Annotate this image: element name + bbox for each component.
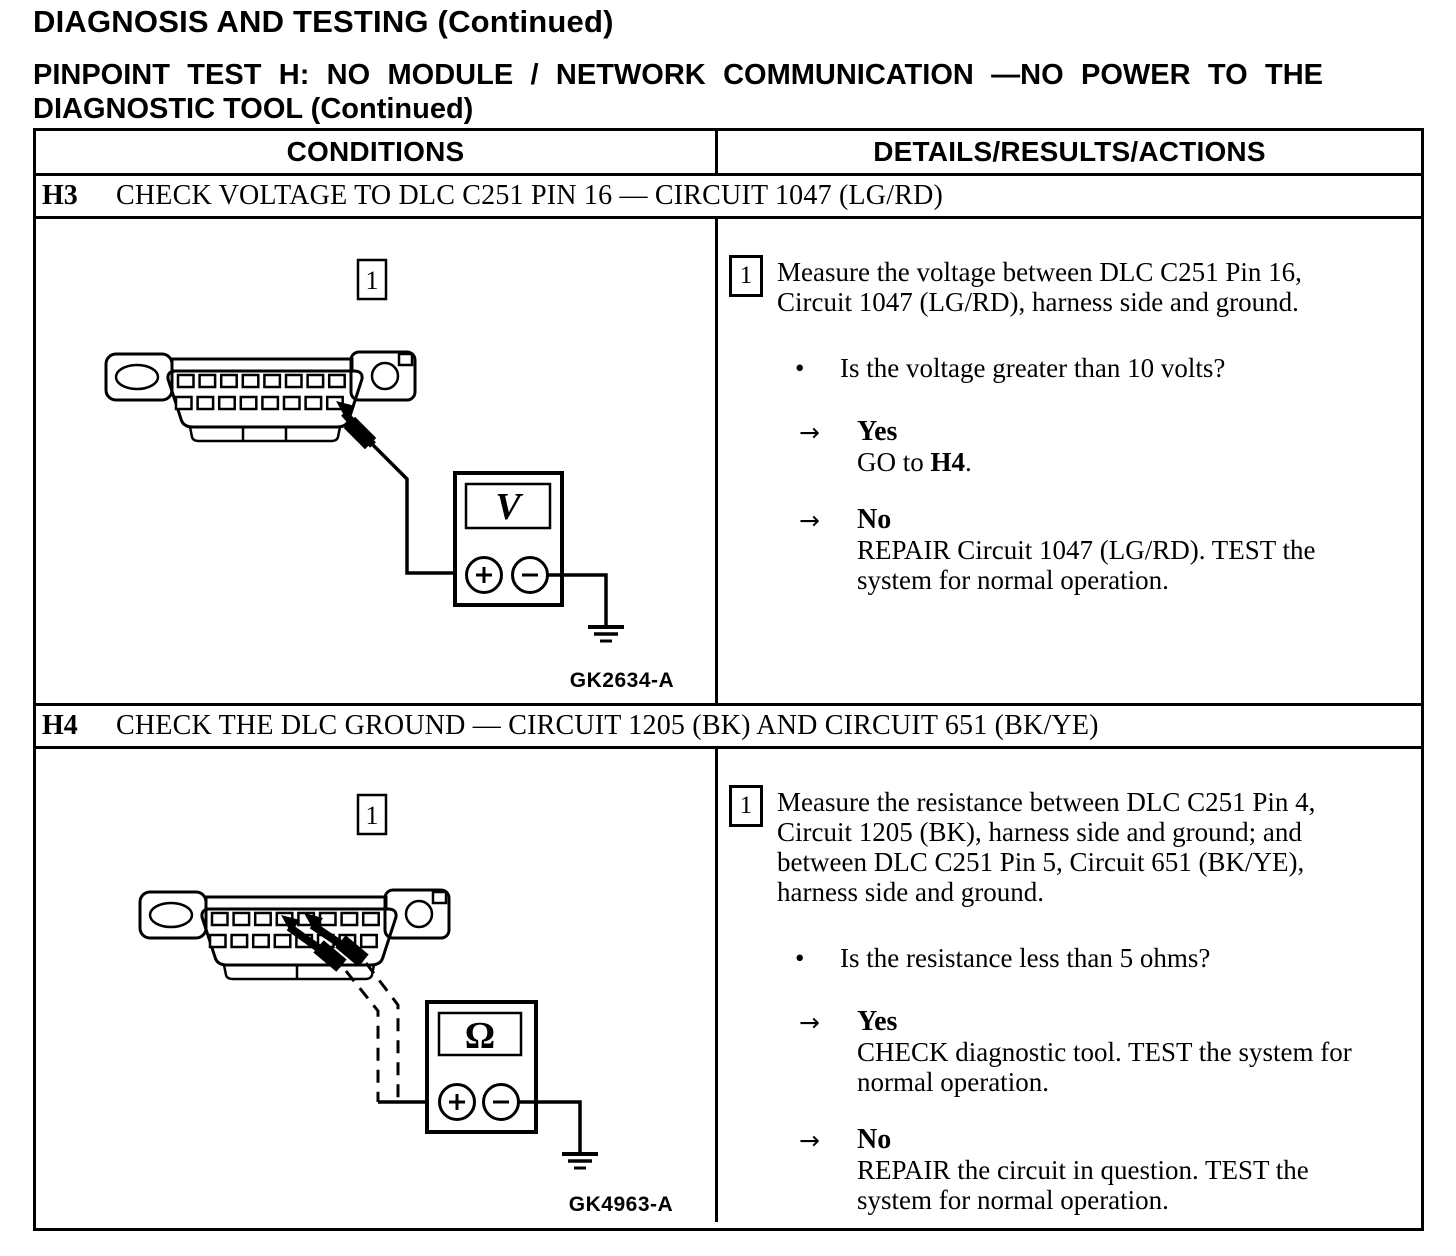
arrow-icon: → <box>799 506 820 535</box>
step-number-box: 1 <box>729 255 763 297</box>
section-subtitle <box>33 58 1323 126</box>
details-cell-h3 <box>721 219 1421 703</box>
bullet: • <box>795 353 805 383</box>
connector-oval-hole <box>150 903 192 927</box>
arrow-icon: → <box>799 1126 820 1155</box>
result-label: Yes <box>857 416 898 447</box>
question-row <box>795 353 1413 383</box>
connector-lower-lip <box>190 427 340 441</box>
result-label: Yes <box>857 1006 898 1037</box>
instruction-step <box>729 255 1413 317</box>
arrow-icon: → <box>799 1008 820 1037</box>
column-header-details: DETAILS/RESULTS/ACTIONS <box>873 136 1266 167</box>
pin-row-bottom <box>176 397 343 409</box>
pinpoint-test-table <box>33 128 1424 1231</box>
callout-number: 1 <box>365 266 379 295</box>
question-text: Is the voltage greater than 10 volts? <box>840 353 1226 383</box>
figure-h3-voltmeter-diagram <box>36 219 715 703</box>
result-yes <box>799 417 1413 477</box>
step-id-h3: H3 <box>42 180 78 211</box>
result-action: REPAIR Circuit 1047 (LG/RD). TEST the system for normal operation. <box>857 535 1316 595</box>
ohmmeter <box>427 1002 536 1132</box>
pin-row-top <box>178 375 345 387</box>
row-title-h4 <box>36 706 1421 746</box>
step-text: Measure the voltage between DLC C251 Pin 16, Circuit 1047 (LG/RD), harness side and ground. <box>777 257 1302 317</box>
result-label: No <box>857 1124 892 1155</box>
figure-caption: GK2634-A <box>569 669 675 692</box>
details-cell-h4 <box>721 749 1421 1222</box>
ground-symbol <box>562 1154 598 1168</box>
question-text: Is the resistance less than 5 ohms? <box>840 943 1211 973</box>
result-action: CHECK diagnostic tool. TEST the system for normal operation. <box>857 1037 1352 1097</box>
result-label: No <box>857 504 892 535</box>
result-no <box>799 505 1413 595</box>
result-action: REPAIR the circuit in question. TEST the system for normal operation. <box>857 1155 1309 1215</box>
ground-symbol <box>588 627 624 641</box>
dlc-connector <box>106 352 415 441</box>
figure-caption: GK4963-A <box>568 1193 674 1216</box>
row-title-h3 <box>36 176 1421 216</box>
voltmeter <box>455 473 562 605</box>
result-no <box>799 1125 1413 1215</box>
column-divider <box>715 219 718 703</box>
probe-lead-wire <box>373 445 466 573</box>
step-text: Measure the resistance between DLC C251 Pin 4, Circuit 1205 (BK), harness side and ground; and between DLC C251 Pin 5, Circuit 651 (BK/YE), harness side and ground. <box>777 787 1316 907</box>
step-number-box: 1 <box>729 785 763 827</box>
page-title: DIAGNOSIS AND TESTING (Continued) <box>33 4 614 39</box>
result-yes <box>799 1007 1413 1097</box>
connector-round-hole <box>372 363 398 389</box>
meter-symbol: V <box>495 486 521 528</box>
column-divider <box>715 131 718 173</box>
instruction-step <box>729 785 1413 907</box>
column-divider <box>715 749 718 1222</box>
subtitle-line-2: DIAGNOSTIC TOOL (Continued) <box>33 93 474 125</box>
figure-h4-ohmmeter-diagram <box>36 749 715 1222</box>
callout-number: 1 <box>365 801 379 830</box>
step-caption-h4: CHECK THE DLC GROUND — CIRCUIT 1205 (BK) AND CIRCUIT 651 (BK/YE) <box>116 710 1099 741</box>
arrow-icon: → <box>799 418 820 447</box>
connector-round-hole <box>406 901 432 927</box>
step-caption-h3: CHECK VOLTAGE TO DLC C251 PIN 16 — CIRCUIT 1047 (LG/RD) <box>116 180 944 211</box>
probe-lead-dashed-1 <box>346 971 378 1102</box>
result-action: GO to H4. <box>857 447 972 477</box>
column-header-conditions: CONDITIONS <box>286 136 465 167</box>
subtitle-line-1: PINPOINT TEST H: NO MODULE / NETWORK COMMUNICATION —NO POWER TO THE <box>33 59 1323 91</box>
meter-symbol: Ω <box>464 1015 496 1057</box>
connector-oval-hole <box>116 365 158 389</box>
question-row <box>795 943 1413 973</box>
bullet: • <box>795 943 805 973</box>
step-id-h4: H4 <box>42 710 78 741</box>
probe-lead-dashed-2 <box>366 963 398 1102</box>
